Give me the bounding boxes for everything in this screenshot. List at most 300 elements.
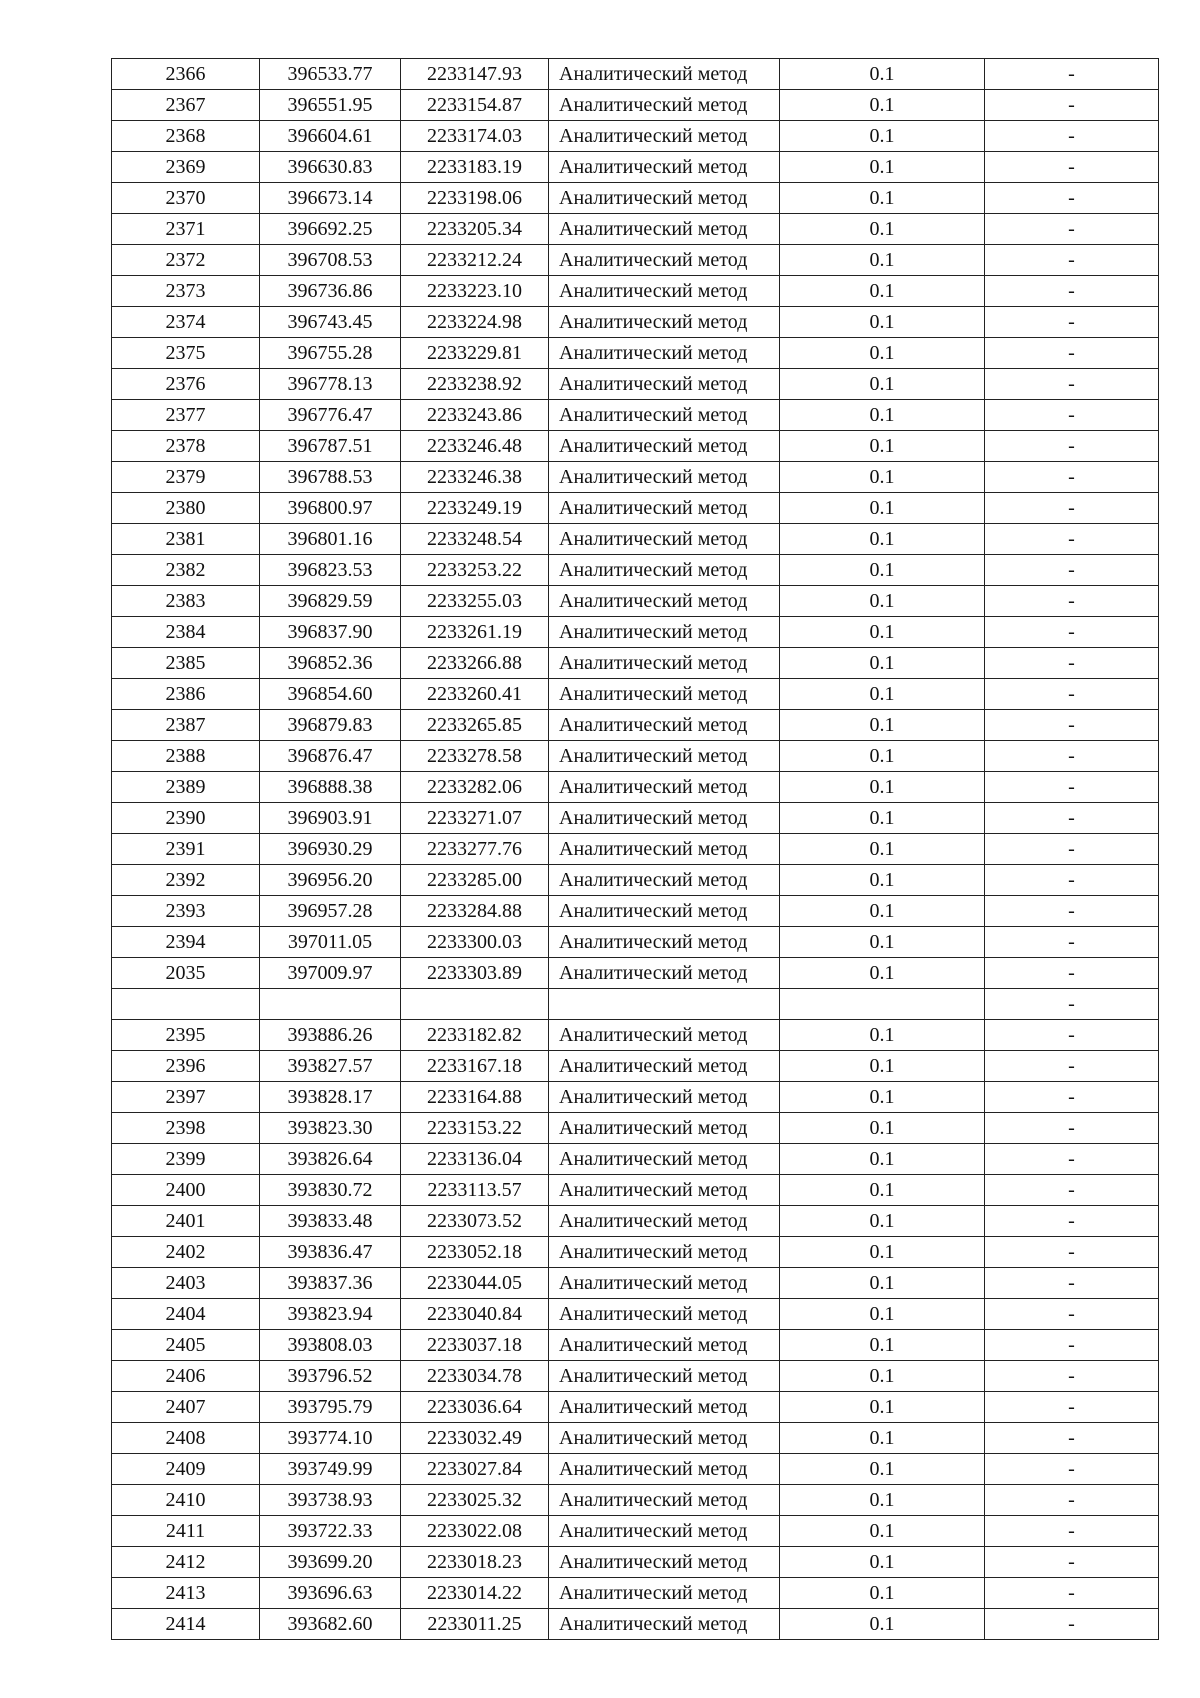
y-coordinate-cell: 2233025.32 (401, 1485, 549, 1516)
note-cell: - (985, 338, 1159, 369)
accuracy-cell: 0.1 (780, 1237, 985, 1268)
method-cell: Аналитический метод (549, 927, 780, 958)
method-cell: Аналитический метод (549, 1175, 780, 1206)
y-coordinate-cell: 2233303.89 (401, 958, 549, 989)
point-number-cell: 2397 (112, 1082, 260, 1113)
x-coordinate-cell: 393795.79 (260, 1392, 401, 1423)
x-coordinate-cell: 396551.95 (260, 90, 401, 121)
method-cell: Аналитический метод (549, 1361, 780, 1392)
method-cell: Аналитический метод (549, 493, 780, 524)
table-row (112, 1330, 1159, 1361)
note-cell: - (985, 741, 1159, 772)
point-number-cell: 2410 (112, 1485, 260, 1516)
x-coordinate-cell: 396755.28 (260, 338, 401, 369)
note-cell: - (985, 865, 1159, 896)
table-row (112, 245, 1159, 276)
y-coordinate-cell: 2233183.19 (401, 152, 549, 183)
accuracy-cell: 0.1 (780, 338, 985, 369)
method-cell: Аналитический метод (549, 958, 780, 989)
point-number-cell: 2413 (112, 1578, 260, 1609)
y-coordinate-cell: 2233238.92 (401, 369, 549, 400)
method-cell: Аналитический метод (549, 648, 780, 679)
method-cell: Аналитический метод (549, 1330, 780, 1361)
note-cell: - (985, 214, 1159, 245)
accuracy-cell: 0.1 (780, 59, 985, 90)
note-cell: - (985, 152, 1159, 183)
note-cell: - (985, 1082, 1159, 1113)
point-number-cell: 2393 (112, 896, 260, 927)
accuracy-cell: 0.1 (780, 493, 985, 524)
accuracy-cell: 0.1 (780, 1454, 985, 1485)
x-coordinate-cell: 396837.90 (260, 617, 401, 648)
point-number-cell: 2399 (112, 1144, 260, 1175)
x-coordinate-cell: 396708.53 (260, 245, 401, 276)
method-cell: Аналитический метод (549, 338, 780, 369)
point-number-cell: 2035 (112, 958, 260, 989)
table-row (112, 1206, 1159, 1237)
x-coordinate-cell: 396630.83 (260, 152, 401, 183)
x-coordinate-cell: 396604.61 (260, 121, 401, 152)
accuracy-cell: 0.1 (780, 1113, 985, 1144)
note-cell: - (985, 1516, 1159, 1547)
method-cell: Аналитический метод (549, 1578, 780, 1609)
method-cell: Аналитический метод (549, 896, 780, 927)
y-coordinate-cell: 2233265.85 (401, 710, 549, 741)
point-number-cell: 2370 (112, 183, 260, 214)
point-number-cell: 2400 (112, 1175, 260, 1206)
table-row (112, 1051, 1159, 1082)
x-coordinate-cell: 393808.03 (260, 1330, 401, 1361)
method-cell: Аналитический метод (549, 865, 780, 896)
point-number-cell: 2385 (112, 648, 260, 679)
note-cell: - (985, 586, 1159, 617)
table-row (112, 1268, 1159, 1299)
accuracy-cell: 0.1 (780, 369, 985, 400)
table-row (112, 1082, 1159, 1113)
point-number-cell: 2392 (112, 865, 260, 896)
x-coordinate-cell: 397009.97 (260, 958, 401, 989)
x-coordinate-cell: 396801.16 (260, 524, 401, 555)
table-row (112, 679, 1159, 710)
table-row (112, 1299, 1159, 1330)
method-cell: Аналитический метод (549, 462, 780, 493)
x-coordinate-cell: 396888.38 (260, 772, 401, 803)
method-cell: Аналитический метод (549, 1485, 780, 1516)
method-cell: Аналитический метод (549, 1547, 780, 1578)
accuracy-cell: 0.1 (780, 1144, 985, 1175)
accuracy-cell: 0.1 (780, 648, 985, 679)
method-cell: Аналитический метод (549, 1237, 780, 1268)
point-number-cell: 2387 (112, 710, 260, 741)
accuracy-cell: 0.1 (780, 1516, 985, 1547)
note-cell: - (985, 1361, 1159, 1392)
method-cell: Аналитический метод (549, 1268, 780, 1299)
accuracy-cell: 0.1 (780, 865, 985, 896)
table-row (112, 741, 1159, 772)
accuracy-cell: 0.1 (780, 1299, 985, 1330)
method-cell: Аналитический метод (549, 617, 780, 648)
method-cell: Аналитический метод (549, 1206, 780, 1237)
x-coordinate-cell: 396903.91 (260, 803, 401, 834)
x-coordinate-cell: 397011.05 (260, 927, 401, 958)
table-row (112, 1392, 1159, 1423)
y-coordinate-cell: 2233223.10 (401, 276, 549, 307)
table-row (112, 152, 1159, 183)
point-number-cell: 2388 (112, 741, 260, 772)
note-cell: - (985, 1392, 1159, 1423)
x-coordinate-cell: 396800.97 (260, 493, 401, 524)
y-coordinate-cell: 2233174.03 (401, 121, 549, 152)
y-coordinate-cell: 2233027.84 (401, 1454, 549, 1485)
table-row (112, 772, 1159, 803)
note-cell: - (985, 1454, 1159, 1485)
x-coordinate-cell: 396879.83 (260, 710, 401, 741)
method-cell: Аналитический метод (549, 772, 780, 803)
point-number-cell: 2391 (112, 834, 260, 865)
table-row (112, 493, 1159, 524)
accuracy-cell: 0.1 (780, 1361, 985, 1392)
y-coordinate-cell: 2233052.18 (401, 1237, 549, 1268)
y-coordinate-cell: 2233261.19 (401, 617, 549, 648)
method-cell: Аналитический метод (549, 1423, 780, 1454)
point-number-cell: 2381 (112, 524, 260, 555)
method-cell: Аналитический метод (549, 1144, 780, 1175)
x-coordinate-cell: 393826.64 (260, 1144, 401, 1175)
x-coordinate-cell: 393823.94 (260, 1299, 401, 1330)
y-coordinate-cell: 2233154.87 (401, 90, 549, 121)
x-coordinate-cell: 396533.77 (260, 59, 401, 90)
accuracy-cell: 0.1 (780, 1330, 985, 1361)
point-number-cell: 2398 (112, 1113, 260, 1144)
y-coordinate-cell: 2233034.78 (401, 1361, 549, 1392)
point-number-cell: 2366 (112, 59, 260, 90)
point-number-cell: 2404 (112, 1299, 260, 1330)
point-number-cell: 2407 (112, 1392, 260, 1423)
method-cell: Аналитический метод (549, 90, 780, 121)
accuracy-cell: 0.1 (780, 679, 985, 710)
note-cell: - (985, 1113, 1159, 1144)
table-row (112, 307, 1159, 338)
method-cell: Аналитический метод (549, 1516, 780, 1547)
note-cell: - (985, 1423, 1159, 1454)
point-number-cell: 2378 (112, 431, 260, 462)
table-row (112, 338, 1159, 369)
accuracy-cell: 0.1 (780, 927, 985, 958)
x-coordinate-cell: 396778.13 (260, 369, 401, 400)
method-cell: Аналитический метод (549, 1609, 780, 1640)
point-number-cell: 2411 (112, 1516, 260, 1547)
accuracy-cell: 0.1 (780, 462, 985, 493)
table-row (112, 1237, 1159, 1268)
table-row (112, 927, 1159, 958)
method-cell: Аналитический метод (549, 1020, 780, 1051)
table-row (112, 710, 1159, 741)
method-cell: Аналитический метод (549, 1082, 780, 1113)
table-row (112, 958, 1159, 989)
accuracy-cell: 0.1 (780, 586, 985, 617)
table-row (112, 431, 1159, 462)
table-row (112, 555, 1159, 586)
accuracy-cell: 0.1 (780, 276, 985, 307)
point-number-cell: 2371 (112, 214, 260, 245)
note-cell: - (985, 989, 1159, 1020)
y-coordinate-cell: 2233224.98 (401, 307, 549, 338)
x-coordinate-cell: 393823.30 (260, 1113, 401, 1144)
method-cell: Аналитический метод (549, 1299, 780, 1330)
method-cell: Аналитический метод (549, 400, 780, 431)
x-coordinate-cell: 396854.60 (260, 679, 401, 710)
accuracy-cell: 0.1 (780, 1268, 985, 1299)
x-coordinate-cell (260, 989, 401, 1020)
table-row (112, 90, 1159, 121)
note-cell: - (985, 958, 1159, 989)
accuracy-cell: 0.1 (780, 1175, 985, 1206)
point-number-cell: 2382 (112, 555, 260, 586)
table-row (112, 803, 1159, 834)
note-cell: - (985, 183, 1159, 214)
accuracy-cell: 0.1 (780, 772, 985, 803)
x-coordinate-cell: 396823.53 (260, 555, 401, 586)
y-coordinate-cell: 2233282.06 (401, 772, 549, 803)
point-number-cell: 2408 (112, 1423, 260, 1454)
y-coordinate-cell: 2233284.88 (401, 896, 549, 927)
x-coordinate-cell: 396776.47 (260, 400, 401, 431)
y-coordinate-cell: 2233153.22 (401, 1113, 549, 1144)
x-coordinate-cell: 393682.60 (260, 1609, 401, 1640)
accuracy-cell (780, 989, 985, 1020)
table-row (112, 276, 1159, 307)
table-row (112, 524, 1159, 555)
point-number-cell: 2395 (112, 1020, 260, 1051)
point-number-cell: 2414 (112, 1609, 260, 1640)
point-number-cell: 2367 (112, 90, 260, 121)
table-row (112, 1578, 1159, 1609)
table-body (112, 59, 1159, 1640)
method-cell: Аналитический метод (549, 1392, 780, 1423)
accuracy-cell: 0.1 (780, 1082, 985, 1113)
table-row (112, 1609, 1159, 1640)
accuracy-cell: 0.1 (780, 524, 985, 555)
point-number-cell: 2383 (112, 586, 260, 617)
method-cell: Аналитический метод (549, 741, 780, 772)
x-coordinate-cell: 393696.63 (260, 1578, 401, 1609)
note-cell: - (985, 276, 1159, 307)
point-number-cell: 2369 (112, 152, 260, 183)
point-number-cell: 2394 (112, 927, 260, 958)
note-cell: - (985, 59, 1159, 90)
table-row (112, 59, 1159, 90)
note-cell: - (985, 369, 1159, 400)
y-coordinate-cell: 2233278.58 (401, 741, 549, 772)
accuracy-cell: 0.1 (780, 1051, 985, 1082)
point-number-cell: 2379 (112, 462, 260, 493)
point-number-cell: 2380 (112, 493, 260, 524)
accuracy-cell: 0.1 (780, 121, 985, 152)
accuracy-cell: 0.1 (780, 803, 985, 834)
x-coordinate-cell: 393837.36 (260, 1268, 401, 1299)
point-number-cell: 2403 (112, 1268, 260, 1299)
note-cell: - (985, 710, 1159, 741)
x-coordinate-cell: 396787.51 (260, 431, 401, 462)
x-coordinate-cell: 393830.72 (260, 1175, 401, 1206)
accuracy-cell: 0.1 (780, 555, 985, 586)
x-coordinate-cell: 396743.45 (260, 307, 401, 338)
method-cell: Аналитический метод (549, 59, 780, 90)
accuracy-cell: 0.1 (780, 741, 985, 772)
y-coordinate-cell: 2233271.07 (401, 803, 549, 834)
method-cell: Аналитический метод (549, 307, 780, 338)
point-number-cell: 2390 (112, 803, 260, 834)
table-row (112, 896, 1159, 927)
accuracy-cell: 0.1 (780, 1206, 985, 1237)
y-coordinate-cell: 2233246.38 (401, 462, 549, 493)
method-cell: Аналитический метод (549, 245, 780, 276)
x-coordinate-cell: 396852.36 (260, 648, 401, 679)
y-coordinate-cell: 2233285.00 (401, 865, 549, 896)
table-row (112, 1423, 1159, 1454)
note-cell: - (985, 803, 1159, 834)
y-coordinate-cell: 2233248.54 (401, 524, 549, 555)
x-coordinate-cell: 396736.86 (260, 276, 401, 307)
note-cell: - (985, 1144, 1159, 1175)
x-coordinate-cell: 393774.10 (260, 1423, 401, 1454)
method-cell: Аналитический метод (549, 679, 780, 710)
accuracy-cell: 0.1 (780, 1578, 985, 1609)
y-coordinate-cell: 2233022.08 (401, 1516, 549, 1547)
method-cell: Аналитический метод (549, 803, 780, 834)
accuracy-cell: 0.1 (780, 617, 985, 648)
y-coordinate-cell: 2233260.41 (401, 679, 549, 710)
table-row (112, 369, 1159, 400)
point-number-cell: 2396 (112, 1051, 260, 1082)
y-coordinate-cell (401, 989, 549, 1020)
accuracy-cell: 0.1 (780, 1392, 985, 1423)
point-number-cell: 2401 (112, 1206, 260, 1237)
method-cell: Аналитический метод (549, 121, 780, 152)
point-number-cell: 2412 (112, 1547, 260, 1578)
note-cell: - (985, 493, 1159, 524)
y-coordinate-cell: 2233212.24 (401, 245, 549, 276)
table-row (112, 1547, 1159, 1578)
method-cell: Аналитический метод (549, 431, 780, 462)
accuracy-cell: 0.1 (780, 431, 985, 462)
x-coordinate-cell: 393827.57 (260, 1051, 401, 1082)
note-cell: - (985, 1175, 1159, 1206)
x-coordinate-cell: 393796.52 (260, 1361, 401, 1392)
x-coordinate-cell: 393886.26 (260, 1020, 401, 1051)
method-cell: Аналитический метод (549, 152, 780, 183)
note-cell: - (985, 1485, 1159, 1516)
accuracy-cell: 0.1 (780, 710, 985, 741)
table-row (112, 1485, 1159, 1516)
accuracy-cell: 0.1 (780, 1609, 985, 1640)
table-row (112, 834, 1159, 865)
point-number-cell: 2402 (112, 1237, 260, 1268)
y-coordinate-cell: 2233113.57 (401, 1175, 549, 1206)
y-coordinate-cell: 2233246.48 (401, 431, 549, 462)
y-coordinate-cell: 2233182.82 (401, 1020, 549, 1051)
x-coordinate-cell: 396876.47 (260, 741, 401, 772)
note-cell: - (985, 772, 1159, 803)
y-coordinate-cell: 2233044.05 (401, 1268, 549, 1299)
accuracy-cell: 0.1 (780, 245, 985, 276)
x-coordinate-cell: 396692.25 (260, 214, 401, 245)
method-cell: Аналитический метод (549, 555, 780, 586)
accuracy-cell: 0.1 (780, 400, 985, 431)
y-coordinate-cell: 2233249.19 (401, 493, 549, 524)
x-coordinate-cell: 393828.17 (260, 1082, 401, 1113)
method-cell: Аналитический метод (549, 1113, 780, 1144)
point-number-cell (112, 989, 260, 1020)
table-row (112, 121, 1159, 152)
note-cell: - (985, 1547, 1159, 1578)
point-number-cell: 2373 (112, 276, 260, 307)
y-coordinate-cell: 2233243.86 (401, 400, 549, 431)
accuracy-cell: 0.1 (780, 1485, 985, 1516)
y-coordinate-cell: 2233073.52 (401, 1206, 549, 1237)
y-coordinate-cell: 2233032.49 (401, 1423, 549, 1454)
point-number-cell: 2409 (112, 1454, 260, 1485)
note-cell: - (985, 90, 1159, 121)
coordinates-table (111, 58, 1159, 1640)
accuracy-cell: 0.1 (780, 958, 985, 989)
table-row (112, 648, 1159, 679)
note-cell: - (985, 121, 1159, 152)
y-coordinate-cell: 2233277.76 (401, 834, 549, 865)
y-coordinate-cell: 2233198.06 (401, 183, 549, 214)
y-coordinate-cell: 2233036.64 (401, 1392, 549, 1423)
table-row (112, 183, 1159, 214)
table-row (112, 1113, 1159, 1144)
note-cell: - (985, 617, 1159, 648)
method-cell: Аналитический метод (549, 1454, 780, 1485)
point-number-cell: 2406 (112, 1361, 260, 1392)
x-coordinate-cell: 396930.29 (260, 834, 401, 865)
table-row (112, 989, 1159, 1020)
point-number-cell: 2376 (112, 369, 260, 400)
note-cell: - (985, 1268, 1159, 1299)
y-coordinate-cell: 2233040.84 (401, 1299, 549, 1330)
y-coordinate-cell: 2233167.18 (401, 1051, 549, 1082)
table-row (112, 1454, 1159, 1485)
note-cell: - (985, 245, 1159, 276)
y-coordinate-cell: 2233255.03 (401, 586, 549, 617)
method-cell: Аналитический метод (549, 183, 780, 214)
point-number-cell: 2384 (112, 617, 260, 648)
table-row (112, 1020, 1159, 1051)
y-coordinate-cell: 2233147.93 (401, 59, 549, 90)
table-row (112, 1516, 1159, 1547)
note-cell: - (985, 1578, 1159, 1609)
y-coordinate-cell: 2233018.23 (401, 1547, 549, 1578)
note-cell: - (985, 834, 1159, 865)
accuracy-cell: 0.1 (780, 834, 985, 865)
table-row (112, 1361, 1159, 1392)
y-coordinate-cell: 2233205.34 (401, 214, 549, 245)
y-coordinate-cell: 2233253.22 (401, 555, 549, 586)
note-cell: - (985, 1609, 1159, 1640)
accuracy-cell: 0.1 (780, 896, 985, 927)
accuracy-cell: 0.1 (780, 1547, 985, 1578)
point-number-cell: 2377 (112, 400, 260, 431)
method-cell: Аналитический метод (549, 369, 780, 400)
note-cell: - (985, 1051, 1159, 1082)
table-row (112, 214, 1159, 245)
note-cell: - (985, 1206, 1159, 1237)
y-coordinate-cell: 2233014.22 (401, 1578, 549, 1609)
y-coordinate-cell: 2233164.88 (401, 1082, 549, 1113)
x-coordinate-cell: 393836.47 (260, 1237, 401, 1268)
